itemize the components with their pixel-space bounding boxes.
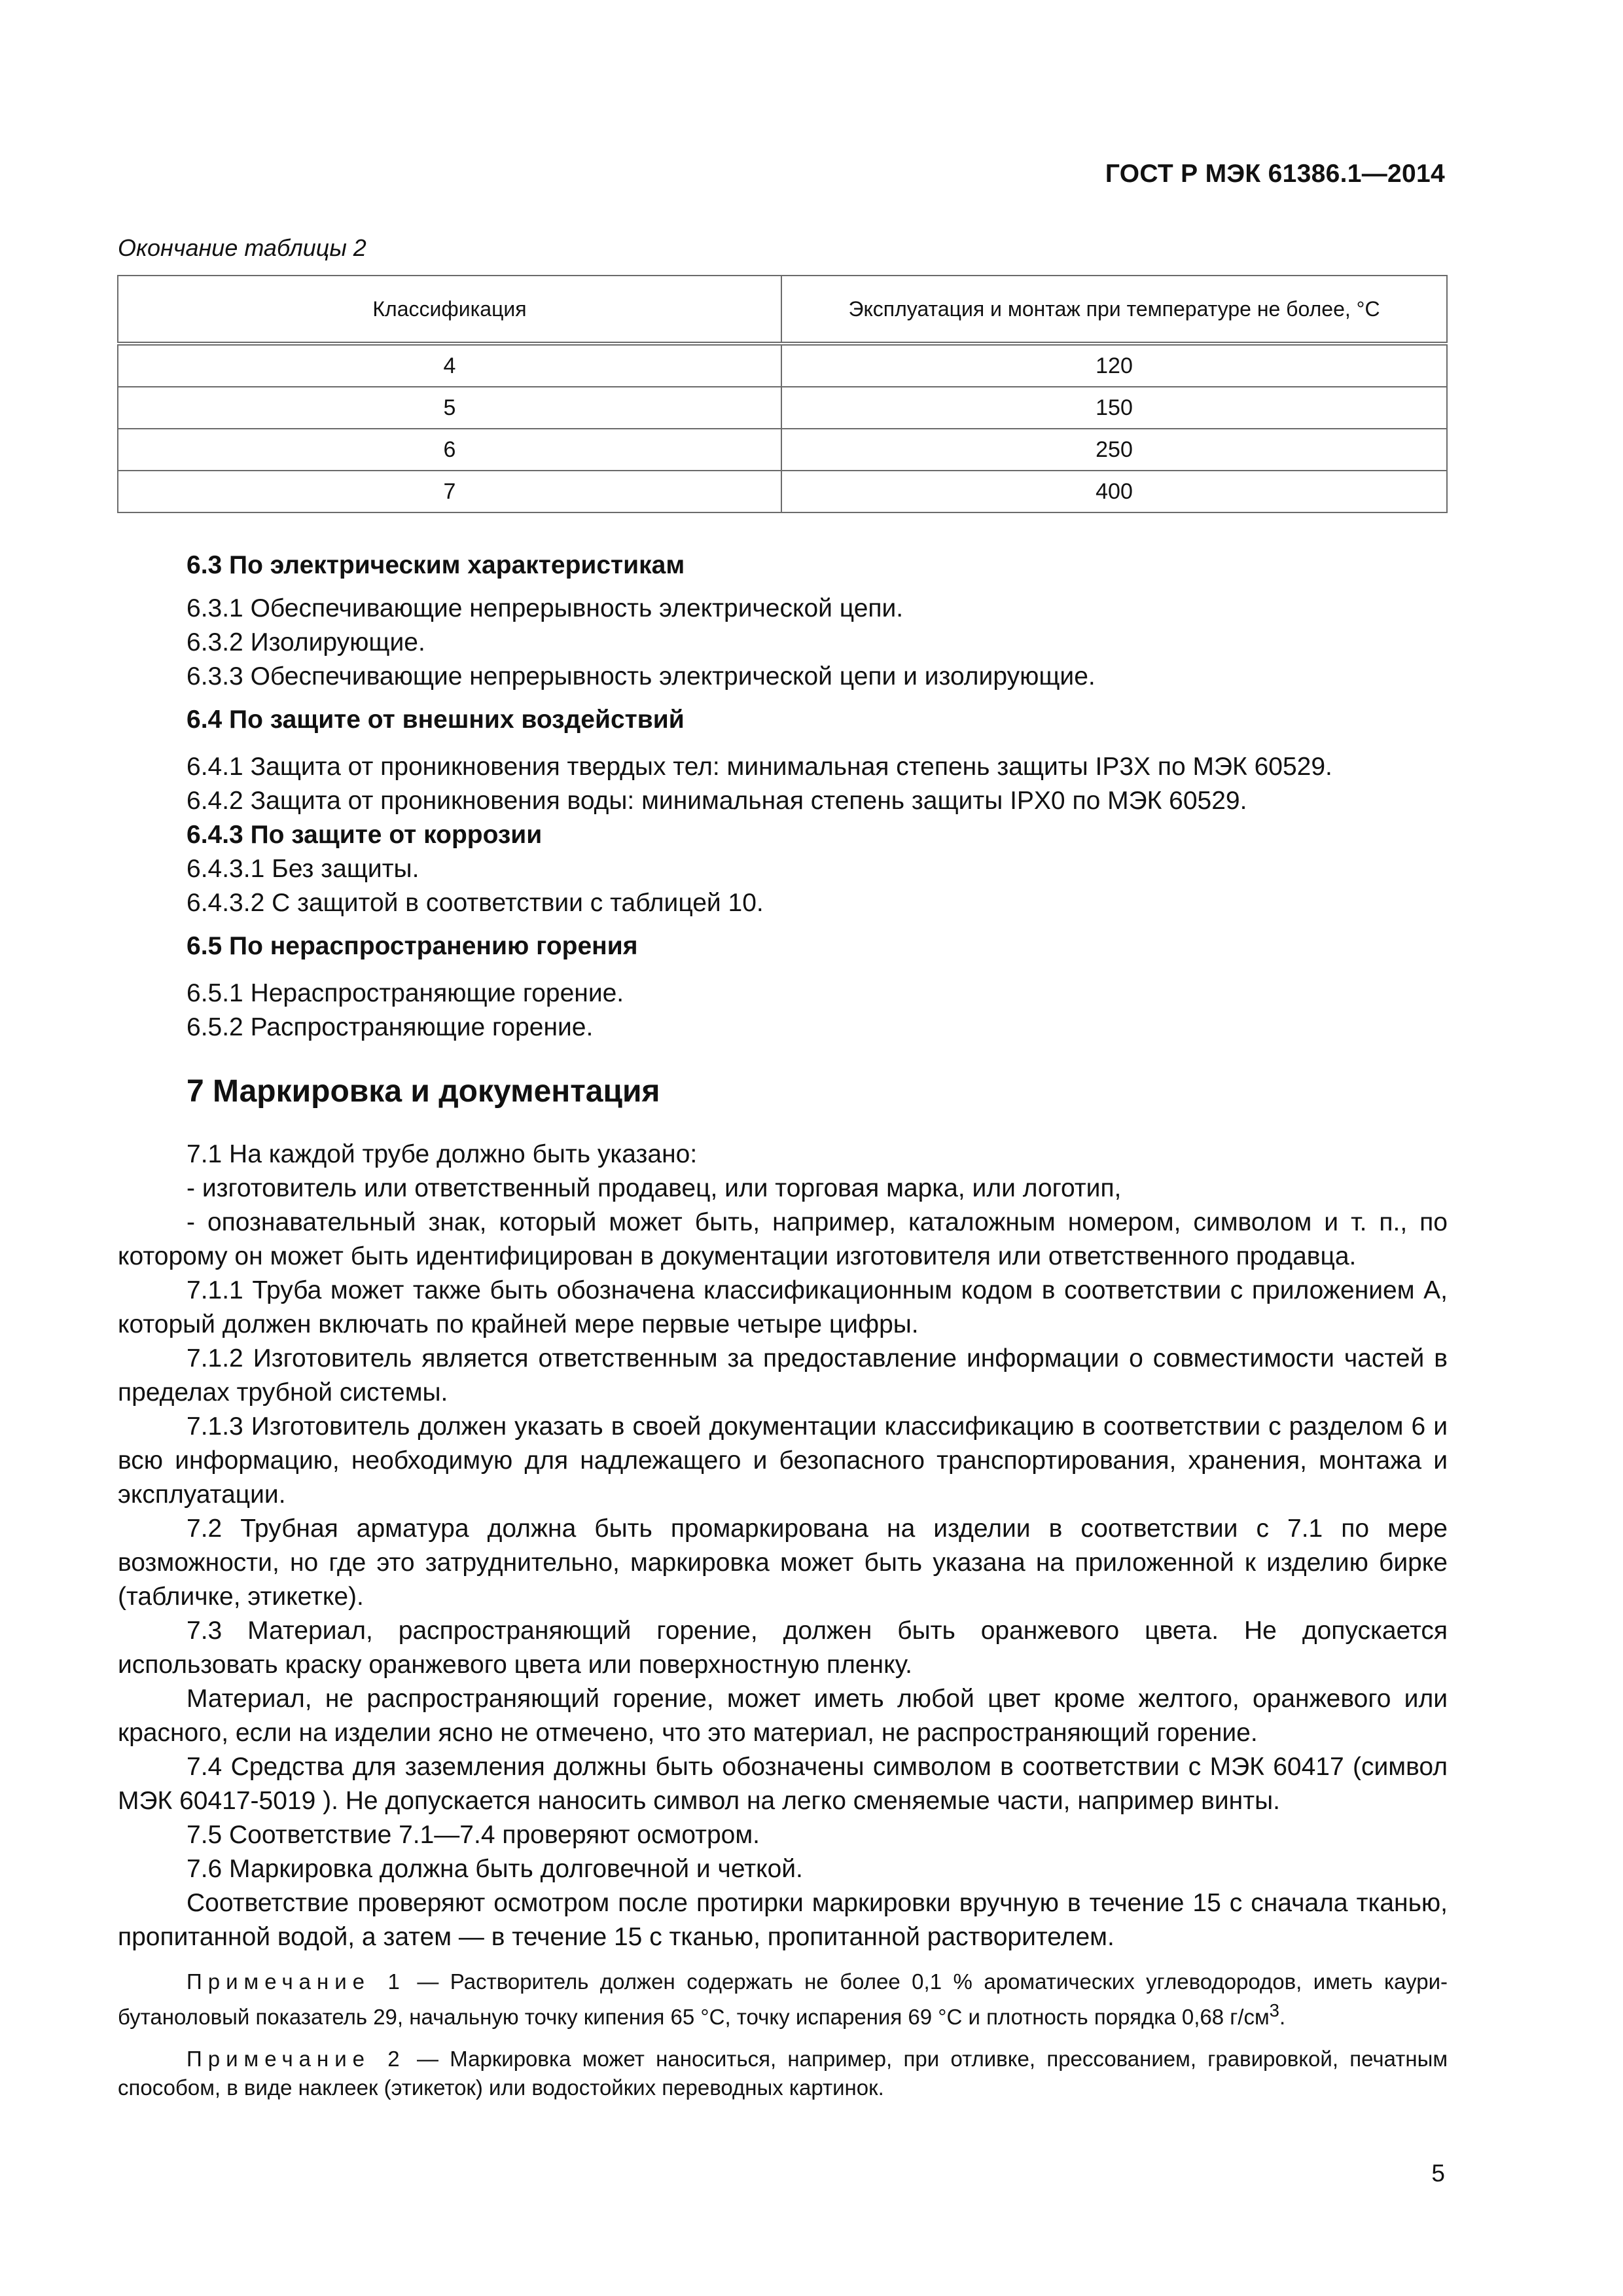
paragraph: 7.1.3 Изготовитель должен указать в своей документации классификацию в соответствии с разделом 6 и всю информацию, необходимую для надлежащего и безопасного транспортирования, хранения, монтажа и эксплуатации. [118, 1412, 1448, 1509]
list-item: 6.3.2 Изолирующие. [187, 628, 425, 656]
paragraph: 7.1.1 Труба может также быть обозначена классификационным кодом в соответствии с приложением А, который должен включать по крайней мере первые четыре цифры. [118, 1276, 1448, 1338]
section-heading-6-4: 6.4 По защите от внешних воздействий [187, 706, 685, 734]
note-1 [118, 1967, 1448, 2032]
section-heading-6-5: 6.5 По нераспространению горения [187, 932, 638, 960]
list-item: 6.4.2 Защита от проникновения воды: минимальная степень защиты IPX0 по МЭК 60529. [187, 787, 1247, 815]
table-caption: Окончание таблицы 2 [118, 234, 366, 261]
document-body [118, 548, 1448, 2102]
table-row [118, 471, 1447, 512]
paragraph: 7.3 Материал, распространяющий горение, должен быть оранжевого цвета. Не допускается использовать краску оранжевого цвета или поверхностную пленку. [118, 1617, 1448, 1679]
paragraph: 7.1.2 Изготовитель является ответственным за предоставление информации о совместимости частей в пределах трубной системы. [118, 1344, 1448, 1407]
table-cell: 6 [118, 429, 781, 471]
page-number: 5 [1431, 2160, 1445, 2187]
table-row [118, 344, 1447, 387]
list-item: 6.5.1 Нераспространяющие горение. [187, 979, 624, 1007]
classification-table [117, 275, 1448, 513]
list-item: 6.5.2 Распространяющие горение. [187, 1013, 594, 1041]
paragraph: 7.2 Трубная арматура должна быть промаркирована на изделии в соответствии с 7.1 по мере возможности, но где это затруднительно, маркировка может быть указана на приложенной к изделию бирке (табличке, этикетке). [118, 1515, 1448, 1611]
table-cell: 7 [118, 471, 781, 512]
section-heading-7: 7 Маркировка и документация [187, 1074, 660, 1109]
list-item: 6.3.1 Обеспечивающие непрерывность электрической цепи. [187, 594, 904, 622]
table-row [118, 387, 1447, 429]
paragraph: 7.5 Соответствие 7.1—7.4 проверяют осмотром. [187, 1821, 760, 1849]
table-cell: 150 [781, 387, 1447, 429]
table-cell: 5 [118, 387, 781, 429]
paragraph: Соответствие проверяют осмотром после протирки маркировки вручную в течение 15 с сначала тканью, пропитанной водой, а затем — в течение 15 с тканью, пропитанной растворителем. [118, 1889, 1448, 1951]
paragraph: 7.1 На каждой трубе должно быть указано: [187, 1140, 698, 1168]
table-header-cell: Эксплуатация и монтаж при температуре не более, °С [781, 276, 1447, 344]
section-heading-6-3: 6.3 По электрическим характеристикам [187, 551, 685, 579]
document-code: ГОСТ Р МЭК 61386.1—2014 [1105, 160, 1445, 188]
table-row [118, 429, 1447, 471]
note-label: Примечание 2 [187, 2047, 406, 2071]
paragraph: 7.6 Маркировка должна быть долговечной и четкой. [187, 1855, 803, 1883]
section-heading-6-4-3: 6.4.3 По защите от коррозии [187, 821, 543, 849]
paragraph: - опознавательный знак, который может быть, например, каталожным номером, символом и т. п., по которому он может быть идентифицирован в документации изготовителя или ответственного продавца. [118, 1208, 1448, 1270]
list-item: 6.4.3.2 С защитой в соответствии с таблицей 10. [187, 889, 764, 917]
note-end: . [1279, 2005, 1286, 2029]
list-item: 6.4.1 Защита от проникновения твердых тел: минимальная степень защиты IP3X по МЭК 60529. [187, 753, 1332, 781]
table-cell: 400 [781, 471, 1447, 512]
table-cell: 120 [781, 344, 1447, 387]
note-text: — Растворитель должен содержать не более 0,1 % ароматических углеводородов, иметь каури-бутаноловый показатель 29, начальную точку кипения 65 °С, точку испарения 69 °С и плотность порядка 0,68 г/см [118, 1969, 1448, 2029]
paragraph: 7.4 Средства для заземления должны быть обозначены символом в соответствии с МЭК 60417 (символ МЭК 60417-5019 ). Не допускается наносить символ на легко сменяемые части, например винты. [118, 1753, 1448, 1815]
table-cell: 4 [118, 344, 781, 387]
list-item: 6.4.3.1 Без защиты. [187, 855, 419, 883]
note-2 [118, 2045, 1448, 2102]
table-header-cell: Классификация [118, 276, 781, 344]
table-header-row [118, 276, 1447, 344]
note-text: — Маркировка может наноситься, например, при отливке, прессованием, гравировкой, печатным способом, в виде наклеек (этикеток) или водостойких переводных картинок. [118, 2047, 1448, 2100]
note-label: Примечание 1 [187, 1969, 406, 1994]
table-cell: 250 [781, 429, 1447, 471]
list-item: 6.3.3 Обеспечивающие непрерывность электрической цепи и изолирующие. [187, 662, 1096, 691]
paragraph: - изготовитель или ответственный продавец, или торговая марка, или логотип, [187, 1174, 1122, 1202]
note-superscript: 3 [1269, 2000, 1279, 2020]
paragraph: Материал, не распространяющий горение, может иметь любой цвет кроме желтого, оранжевого или красного, если на изделии ясно не отмечено, что это материал, не распространяющий горение. [118, 1685, 1448, 1747]
